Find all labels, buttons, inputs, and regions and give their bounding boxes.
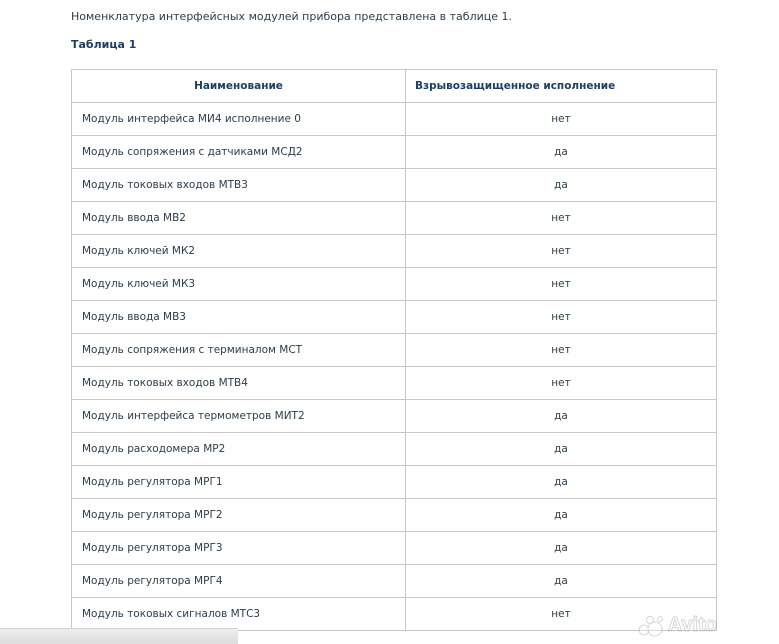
module-name-cell: Модуль расходомера МР2: [72, 433, 406, 466]
table-row: [72, 202, 717, 235]
explosion-proof-cell: да: [406, 499, 717, 532]
table-body: [72, 103, 717, 631]
module-name-cell: Модуль регулятора МРГ4: [72, 565, 406, 598]
table-row: [72, 103, 717, 136]
module-name-cell: Модуль интерфейса термометров МИТ2: [72, 400, 406, 433]
module-name-cell: Модуль регулятора МРГ3: [72, 532, 406, 565]
module-name-cell: Модуль токовых сигналов МТС3: [72, 598, 406, 631]
module-name-cell: Модуль интерфейса МИ4 исполнение 0: [72, 103, 406, 136]
watermark: [638, 614, 717, 637]
explosion-proof-cell: нет: [406, 103, 717, 136]
explosion-proof-cell: нет: [406, 334, 717, 367]
table-row: [72, 532, 717, 565]
explosion-proof-cell: нет: [406, 301, 717, 334]
table-row: [72, 367, 717, 400]
module-name-cell: Модуль ключей МК2: [72, 235, 406, 268]
table-row: [72, 268, 717, 301]
explosion-proof-cell: нет: [406, 268, 717, 301]
module-name-cell: Модуль регулятора МРГ1: [72, 466, 406, 499]
module-name-cell: Модуль сопряжения с датчиками МСД2: [72, 136, 406, 169]
explosion-proof-cell: да: [406, 136, 717, 169]
explosion-proof-cell: да: [406, 400, 717, 433]
explosion-proof-cell: нет: [406, 202, 717, 235]
module-name-cell: Модуль ввода МВ3: [72, 301, 406, 334]
table-row: [72, 334, 717, 367]
explosion-proof-cell: нет: [406, 367, 717, 400]
column-header-name: Наименование: [72, 70, 406, 103]
table-header-row: [72, 70, 717, 103]
module-name-cell: Модуль ввода МВ2: [72, 202, 406, 235]
table-row: [72, 301, 717, 334]
explosion-proof-cell: да: [406, 532, 717, 565]
avito-logo-icon: [638, 615, 664, 637]
table-row: [72, 136, 717, 169]
table-row: [72, 565, 717, 598]
module-name-cell: Модуль ключей МК3: [72, 268, 406, 301]
table-row: [72, 499, 717, 532]
watermark-text: Avito: [667, 614, 717, 636]
explosion-proof-cell: да: [406, 565, 717, 598]
table-row: [72, 433, 717, 466]
explosion-proof-cell: нет: [406, 235, 717, 268]
table-row: [72, 400, 717, 433]
module-name-cell: Модуль сопряжения с терминалом МСТ: [72, 334, 406, 367]
table-caption: Таблица 1: [71, 38, 137, 51]
module-name-cell: Модуль токовых входов МТВ4: [72, 367, 406, 400]
table-row: [72, 235, 717, 268]
intro-text: Номенклатура интерфейсных модулей прибора представлена в таблице 1.: [71, 10, 512, 23]
table-row: [72, 466, 717, 499]
module-name-cell: Модуль токовых входов МТВ3: [72, 169, 406, 202]
horizontal-scrollbar[interactable]: [0, 628, 238, 644]
module-name-cell: Модуль регулятора МРГ2: [72, 499, 406, 532]
explosion-proof-cell: да: [406, 433, 717, 466]
modules-table: [71, 69, 717, 631]
explosion-proof-cell: да: [406, 169, 717, 202]
column-header-explosion-proof: Взрывозащищенное исполнение: [406, 70, 717, 103]
table-row: [72, 598, 717, 631]
explosion-proof-cell: да: [406, 466, 717, 499]
table-row: [72, 169, 717, 202]
explosion-proof-cell: нет: [406, 598, 717, 631]
